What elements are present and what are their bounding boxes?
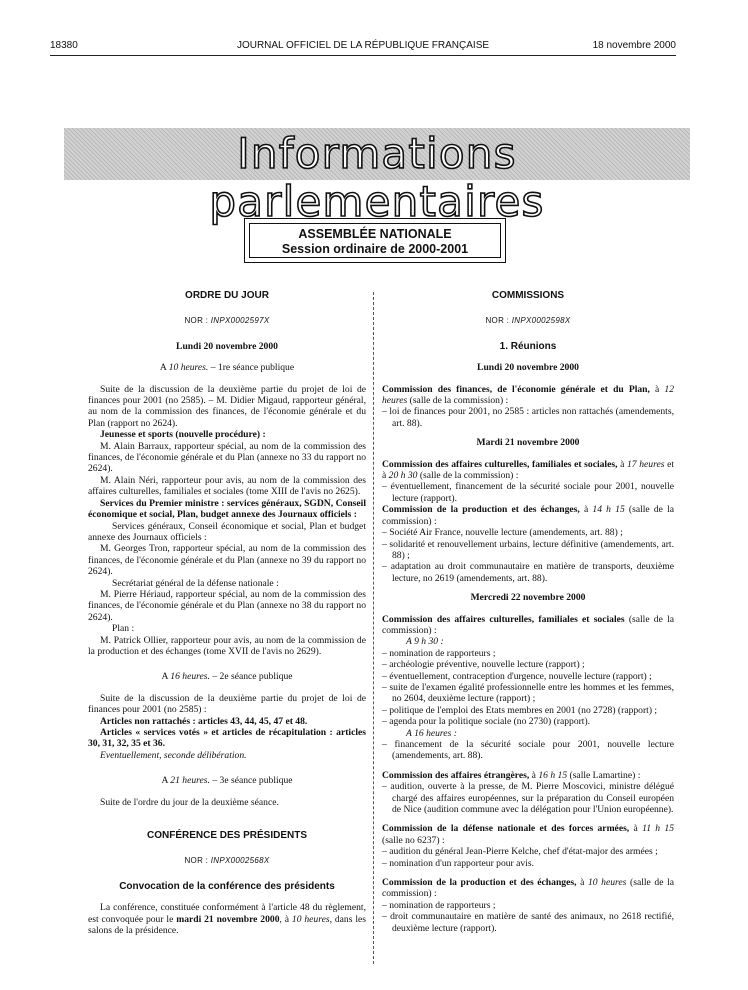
- agenda-heading: Jeunesse et sports (nouvelle procédure) :: [100, 429, 266, 441]
- agenda-item: – politique de l'emploi des Etats membres en 2001 (no 2728) (rapport) ;: [382, 704, 658, 716]
- paragraph: Secrétariat général de la défense nationale :: [112, 577, 279, 589]
- agenda-item: – éventuellement, financement de la sécurité sociale pour 2001, nouvelle lecture (rapport).: [382, 481, 674, 504]
- commissions-title: COMMISSIONS: [491, 290, 565, 301]
- agenda-item: – loi de finances pour 2001, no 2585 : articles non rattachés (amendements, art. 88).: [382, 406, 674, 429]
- left-column: [88, 290, 366, 936]
- column-divider: [373, 292, 374, 964]
- agenda-item: – financement de la sécurité sociale pour 2001, nouvelle lecture (amendements, art. 88).: [382, 739, 674, 762]
- agenda-item: – audition, ouverte à la presse, de M. Pierre Moscovici, ministre délégué chargé des affaires européennes, sur la préparation du Conseil européen de Nice (audition commune avec la délégation pour l'Union européenne).: [382, 781, 674, 816]
- agenda-item: – nomination de rapporteurs ;: [382, 647, 496, 659]
- agenda-heading: Services du Premier ministre : services généraux, SGDN, Conseil économique et social, Plan, budget annexe des Journaux officiels :: [88, 497, 366, 521]
- agenda-day: Lundi 20 novembre 2000: [176, 340, 278, 352]
- paragraph: Services généraux, Conseil économique et social, Plan et budget annexe des Journaux officiels :: [88, 520, 366, 543]
- agenda-item: – solidarité et renouvellement urbains, lecture définitive (amendements, art. 88) ;: [382, 538, 674, 561]
- agenda-title: ORDRE DU JOUR: [185, 290, 269, 301]
- agenda-item: – suite de l'examen égalité professionnelle entre les hommes et les femmes, no 2604, deuxième lecture (rapport) ;: [382, 681, 674, 705]
- header-rule: [50, 55, 676, 56]
- agenda-item: – audition du général Jean-Pierre Kelche, chef d'état-major des armées ;: [382, 846, 658, 858]
- meeting-day: Lundi 20 novembre 2000: [477, 362, 579, 374]
- agenda-item: – éventuellement, contraception d'urgence, nouvelle lecture (rapport) ;: [382, 670, 652, 682]
- agenda-item: – agenda pour la politique sociale (no 2730) (rapport).: [382, 716, 591, 728]
- time-slot: A 9 h 30 :: [406, 636, 444, 648]
- seance-3-heading: A 21 heures. – 3e séance publique: [161, 775, 293, 787]
- conference-title: CONFÉRENCE DES PRÉSIDENTS: [146, 830, 308, 842]
- paragraph: M. Pierre Hériaud, rapporteur spécial, au nom de la commission des finances, de l'économie générale et du Plan (annexe no 38 du rapport no 2624).: [88, 588, 366, 623]
- seance-1-heading: A 10 heures. – 1re séance publique: [159, 362, 295, 374]
- paragraph: M. Patrick Ollier, rapporteur pour avis, au nom de la commission de la production et des échanges (tome XVII de l'avis no 2629).: [88, 634, 366, 657]
- commission-entry: Commission de la défense nationale et des forces armées, à 11 h 15 (salle no 6237) :: [382, 823, 675, 846]
- paragraph: Plan :: [112, 623, 135, 635]
- convocation-title: Convocation de la conférence des présidents: [119, 880, 335, 892]
- meeting-day: Mardi 21 novembre 2000: [476, 437, 580, 449]
- agenda-item: – Société Air France, nouvelle lecture (amendements, art. 88) ;: [382, 527, 623, 539]
- section-banner: [64, 128, 690, 226]
- paragraph: Eventuellement, seconde délibération.: [100, 749, 247, 761]
- session-name: Session ordinaire de 2000-2001: [281, 242, 469, 256]
- paragraph: Suite de la discussion de la deuxième partie du projet de loi de finances pour 2001 (no 2585). – M. Didier Migaud, rapporteur général, au nom de la commission des finances, de l'économie générale et du Plan (rapport no 2624).: [88, 383, 366, 429]
- agenda-heading: Articles non rattachés : articles 43, 44, 45, 47 et 48.: [100, 715, 308, 727]
- agenda-item: – adaptation au droit communautaire en matière de transports, deuxième lecture, no 2619 (amendements, art. 88).: [382, 561, 674, 584]
- paragraph: M. Alain Barraux, rapporteur spécial, au nom de la commission des finances, de l'économie générale et du Plan (annexe no 33 du rapport no 2624).: [88, 440, 366, 475]
- banner-title: Informations parlementaires: [209, 129, 545, 226]
- agenda-nor: NOR : INPX0002597X: [184, 316, 270, 326]
- commission-entry: Commission des affaires culturelles, familiales et sociales (salle de la commission) :: [382, 613, 674, 636]
- commissions-nor: NOR : INPX0002598X: [485, 316, 571, 326]
- meetings-title: 1. Réunions: [499, 340, 557, 352]
- agenda-item: – droit communautaire en matière de santé des animaux, no 2618 rectifié, deuxième lecture (rapport).: [382, 911, 674, 934]
- paragraph: Suite de l'ordre du jour de la deuxième séance.: [100, 796, 279, 808]
- commission-entry: Commission des finances, de l'économie générale et du Plan, à 12 heures (salle de la commission) :: [382, 383, 674, 407]
- commission-entry: Commission de la production et des échanges, à 14 h 15 (salle de la commission) :: [382, 504, 675, 527]
- paragraph: M. Georges Tron, rapporteur spécial, au nom de la commission des finances, de l'économie générale et du Plan (annexe no 39 du rapport no 2624).: [88, 543, 366, 578]
- commission-entry: Commission des affaires étrangères, à 16 h 15 (salle Lamartine) :: [382, 769, 641, 781]
- journal-title: JOURNAL OFFICIEL DE LA RÉPUBLIQUE FRANÇAISE: [236, 40, 490, 51]
- conference-nor: NOR : INPX0002568X: [184, 856, 270, 866]
- agenda-heading: Articles « services votés » et articles de récapitulation : articles 30, 31, 32, 35 et 36.: [88, 727, 366, 750]
- page-header: [50, 40, 676, 54]
- issue-date: 18 novembre 2000: [592, 40, 676, 51]
- paragraph: M. Alain Néri, rapporteur pour avis, au nom de la commission des affaires culturelles, familiales et sociales (tome XIII de l'avis no 2625).: [88, 474, 366, 498]
- agenda-item: – nomination de rapporteurs ;: [382, 899, 496, 911]
- right-column: [382, 290, 674, 934]
- assembly-box: [244, 218, 506, 263]
- page-number: 18380: [50, 40, 78, 51]
- agenda-item: – archéologie préventive, nouvelle lecture (rapport) ;: [382, 659, 585, 671]
- agenda-item: – nomination d'un rapporteur pour avis.: [382, 857, 535, 869]
- meeting-day: Mercredi 22 novembre 2000: [470, 592, 586, 604]
- paragraph: Suite de la discussion de la deuxième partie du projet de loi de finances pour 2001 (no 2585) :: [88, 692, 366, 716]
- seance-2-heading: A 16 heures. – 2e séance publique: [161, 671, 293, 683]
- assembly-name: ASSEMBLÉE NATIONALE: [298, 227, 452, 241]
- paragraph: La conférence, constituée conformément à l'article 48 du règlement, est convoquée pour le mardi 21 novembre 2000, à 10 heures, dans les salons de la présidence.: [88, 902, 366, 937]
- time-slot: A 16 heures :: [406, 727, 457, 739]
- commission-entry: Commission de la production et des échanges, à 10 heures (salle de la commission) :: [382, 877, 675, 900]
- commission-entry: Commission des affaires culturelles, familiales et sociales, à 17 heures et à 20 h 30 (salle de la commission) :: [382, 458, 675, 482]
